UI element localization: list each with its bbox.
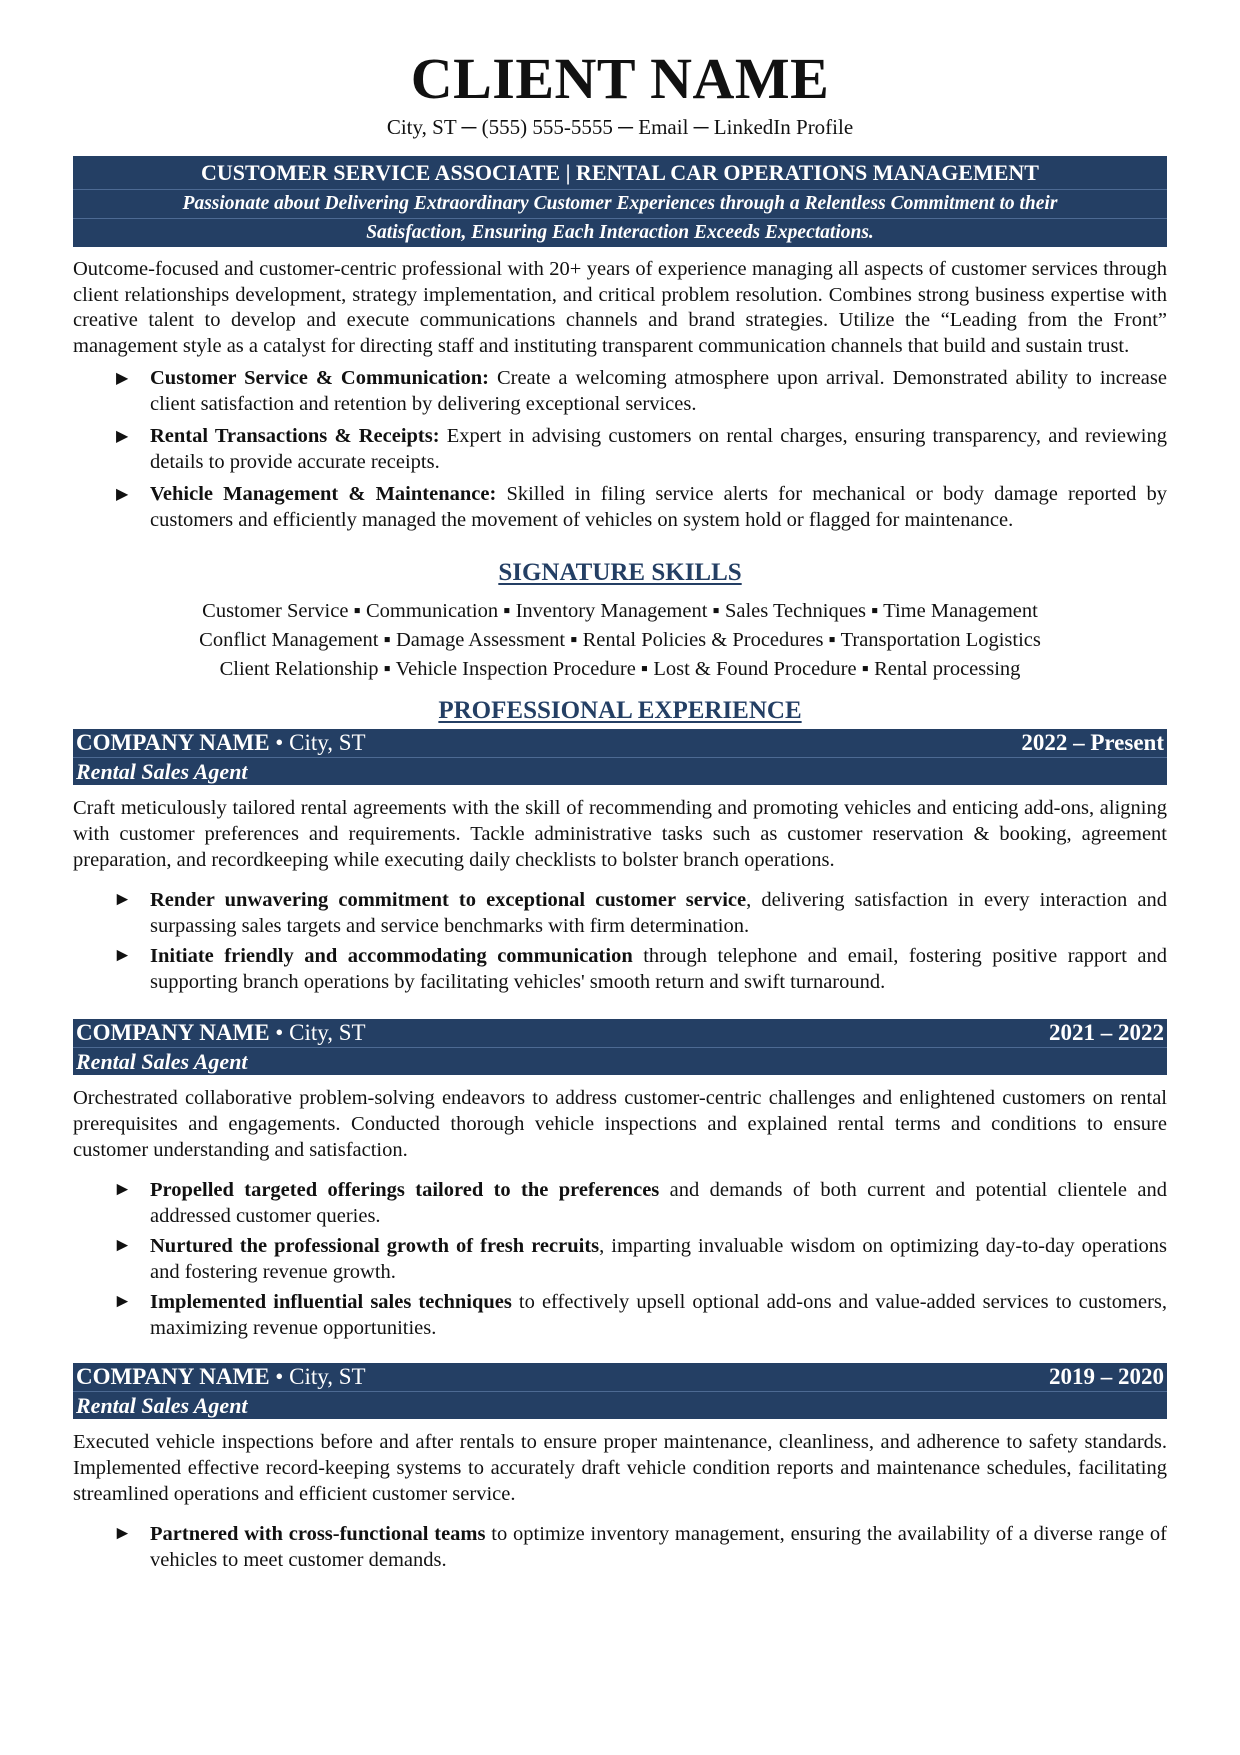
job-description: Executed vehicle inspections before and after rentals to ensure proper maintenance, cleanliness, and adherence to safety standards. Implemented effective record-keeping systems to accurately draft vehicle condition reports and maintenance schedules, facilitating streamlined operations and efficient customer service. [73, 1431, 1167, 1505]
bullet-text: Skilled in filing service alerts for mechanical or body damage reported by customers and efficiently managed the movement of vehicles on system hold or flagged for maintenance. [150, 483, 1167, 531]
job-entry [73, 1019, 1167, 1341]
skills-line: Client Relationship ▪ Vehicle Inspection Procedure ▪ Lost & Found Procedure ▪ Rental processing [219, 658, 1021, 680]
list-item [73, 424, 1167, 475]
list-item [73, 943, 1167, 995]
company-location: • City, ST [269, 1020, 366, 1045]
bullet-lead: Vehicle Management & Maintenance: [150, 483, 497, 505]
job-entry [73, 1363, 1167, 1573]
job-dates: 2019 – 2020 [1049, 1364, 1164, 1389]
triangle-bullet-icon: ▶ [116, 428, 129, 445]
list-item [73, 1177, 1167, 1229]
bullet-text: and demands of both current and potential clientele and addressed customer queries. [150, 1179, 1168, 1227]
bullet-text: Expert in advising customers on rental charges, ensuring transparency, and reviewing details to provide accurate receipts. [150, 425, 1167, 473]
list-item [73, 887, 1167, 939]
bullet-lead: Customer Service & Communication: [150, 367, 489, 389]
skills-line: Conflict Management ▪ Damage Assessment ▪ Rental Policies & Procedures ▪ Transportation Logistics [199, 629, 1041, 651]
pointer-bullet-icon: ► [113, 1291, 132, 1312]
skills-list [73, 597, 1167, 684]
contact-line: City, ST ─ (555) 555-5555 ─ Email ─ LinkedIn Profile [386, 115, 854, 139]
skills-line: Customer Service ▪ Communication ▪ Inventory Management ▪ Sales Techniques ▪ Time Management [202, 600, 1038, 622]
list-item [73, 1233, 1167, 1285]
list-item [73, 366, 1167, 417]
summary-paragraph: Outcome-focused and customer-centric professional with 20+ years of experience managing all aspects of customer services through client relationships development, strategy implementation, and critical problem resolution. Combines strong business expertise with creative talent to develop and execute communications channels and brand strategies. Utilize the “Leading from the Front” management style as a catalyst for directing staff and instituting transparent communication channels that build and sustain trust. [73, 258, 1167, 357]
list-item [73, 1289, 1167, 1341]
job-description: Orchestrated collaborative problem-solving endeavors to address customer-centric challenges and enlightened customers on rental prerequisites and engagements. Conducted thorough vehicle inspections and explained rental terms and conditions to ensure customer understanding and satisfaction. [73, 1087, 1167, 1161]
bullet-text: , imparting invaluable wisdom on optimizing day-to-day operations and fostering revenue growth. [150, 1235, 1167, 1283]
tagline-line-2: Satisfaction, Ensuring Each Interaction Exceeds Expectations. [73, 218, 1167, 247]
summary-bullets [73, 366, 1167, 533]
experience-heading: PROFESSIONAL EXPERIENCE [438, 697, 802, 724]
headline-tagline [73, 190, 1167, 247]
job-bullets [73, 1177, 1167, 1341]
job-dates: 2022 – Present [1021, 730, 1164, 755]
job-role: Rental Sales Agent [76, 759, 248, 784]
tagline-line-1: Passionate about Delivering Extraordinary Customer Experiences through a Relentless Commitment to their [182, 193, 1058, 214]
headline-banner [73, 156, 1167, 247]
job-role: Rental Sales Agent [76, 1049, 248, 1074]
bullet-lead: Implemented influential sales techniques [150, 1291, 512, 1313]
triangle-bullet-icon: ▶ [116, 486, 129, 503]
company-name: COMPANY NAME [76, 1364, 270, 1389]
headline-title: CUSTOMER SERVICE ASSOCIATE | RENTAL CAR OPERATIONS MANAGEMENT [73, 156, 1167, 190]
bullet-lead: Nurtured the professional growth of fresh recruits [150, 1235, 600, 1257]
bullet-lead: Partnered with cross-functional teams [150, 1523, 486, 1545]
company-name: COMPANY NAME [76, 1020, 270, 1045]
triangle-bullet-icon: ▶ [116, 370, 129, 387]
company-location: • City, ST [269, 1364, 366, 1389]
pointer-bullet-icon: ► [113, 889, 132, 910]
pointer-bullet-icon: ► [113, 1523, 132, 1544]
company-location: • City, ST [269, 730, 366, 755]
pointer-bullet-icon: ► [113, 945, 132, 966]
job-dates: 2021 – 2022 [1049, 1020, 1164, 1045]
job-header-bar [73, 729, 1167, 785]
pointer-bullet-icon: ► [113, 1179, 132, 1200]
bullet-lead: Rental Transactions & Receipts: [150, 425, 440, 447]
job-bullets [73, 1521, 1167, 1573]
job-description: Craft meticulously tailored rental agreements with the skill of recommending and promoting vehicles and enticing add-ons, aligning with customer preferences and requirements. Tackle administrative tasks such as customer reservation & booking, agreement preparation, and recordkeeping while executing daily checklists to bolster branch operations. [73, 797, 1167, 871]
resume-page [73, 46, 1167, 1577]
job-header-bar [73, 1363, 1167, 1419]
job-role: Rental Sales Agent [76, 1393, 248, 1418]
job-bullets [73, 887, 1167, 995]
list-item [73, 1521, 1167, 1573]
bullet-lead: Render unwavering commitment to exceptional customer service [150, 889, 747, 911]
bullet-text: to optimize inventory management, ensuring the availability of a diverse range of vehicles to meet customer demands. [150, 1523, 1167, 1571]
client-name: CLIENT NAME [410, 46, 830, 111]
bullet-text: Create a welcoming atmosphere upon arrival. Demonstrated ability to increase client satisfaction and retention by delivering exceptional services. [150, 367, 1167, 415]
list-item [73, 482, 1167, 533]
bullet-lead: Propelled targeted offerings tailored to the preferences [150, 1179, 660, 1201]
bullet-text: to effectively upsell optional add-ons and value-added services to customers, maximizing revenue opportunities. [150, 1291, 1168, 1339]
pointer-bullet-icon: ► [113, 1235, 132, 1256]
job-entry [73, 729, 1167, 995]
bullet-text: through telephone and email, fostering positive rapport and supporting branch operations by facilitating vehicles' smooth return and swift turnaround. [150, 945, 1167, 993]
skills-heading: SIGNATURE SKILLS [498, 559, 742, 586]
job-header-bar [73, 1019, 1167, 1075]
company-name: COMPANY NAME [76, 730, 270, 755]
bullet-text: , delivering satisfaction in every interaction and surpassing sales targets and service benchmarks with firm determination. [150, 889, 1167, 937]
bullet-lead: Initiate friendly and accommodating communication [150, 945, 633, 967]
